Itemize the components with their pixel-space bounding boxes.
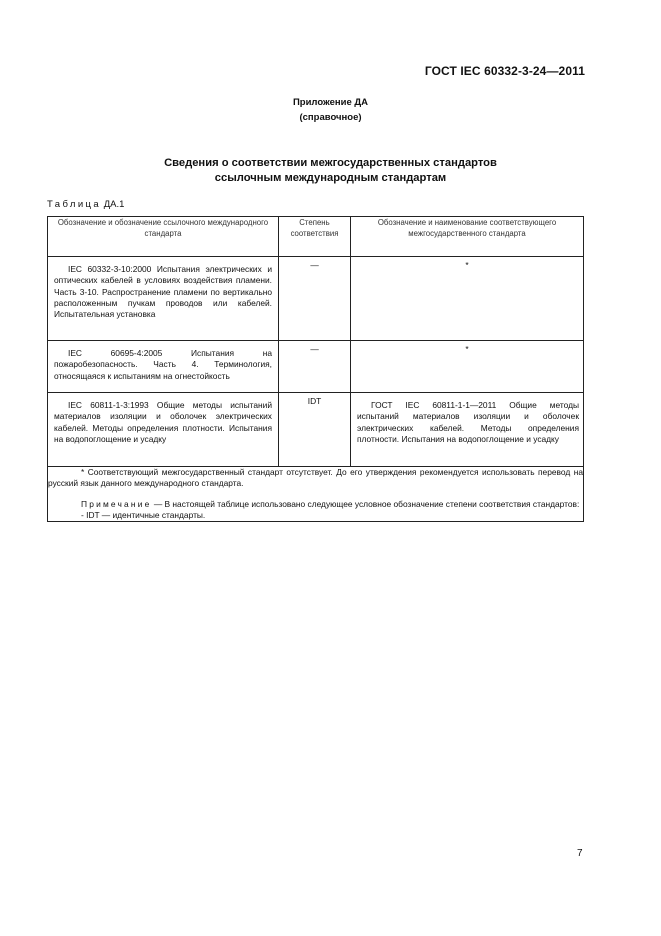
interstate-cell: * — [351, 257, 584, 341]
table-row — [48, 393, 584, 467]
interstate-cell: ГОСТ IEC 60811-1-1—2011 Общие методы испытаний материалов изоляции и оболочек электрических кабелей. Методы определения плотности. Испытания на водопоглощение и усадку — [351, 393, 584, 467]
page-number: 7 — [577, 848, 583, 859]
table-caption — [47, 199, 124, 210]
note-label: Примечание — [81, 498, 152, 509]
table-caption-word: Таблица — [47, 199, 102, 210]
appendix-heading — [0, 95, 661, 125]
reference-cell: IEC 60811-1-3:1993 Общие методы испытаний материалов изоляции и оболочек электрических кабелей. Методы определения плотности. Испытания на водопоглощение и усадку — [48, 393, 279, 467]
document-title — [0, 156, 661, 186]
reference-cell: IEC 60695-4:2005 Испытания на пожаробезопасность. Часть 4. Терминология, относящаяся к испытаниям на огнестойкость — [48, 341, 279, 393]
note-text: — В настоящей таблице использовано следующее условное обозначение степени соответствия стандартов: — [153, 498, 580, 509]
table-notes-cell — [48, 467, 584, 522]
document-title-line-1: Сведения о соответствии межгосударственных стандартов — [164, 157, 497, 169]
reference-cell: IEC 60332-3-10:2000 Испытания электрических и оптических кабелей в условиях воздействия пламени. Часть 3-10. Распространение пламени по вертикально расположенным пучкам проводов или кабелей. Испытательная установка — [48, 257, 279, 341]
correspondence-table — [47, 216, 584, 522]
table-header-row — [48, 217, 584, 257]
interstate-cell: * — [351, 341, 584, 393]
degree-cell: IDT — [279, 393, 351, 467]
header-cell-degree: Степень соответствия — [279, 217, 351, 257]
footnote: * Соответствующий межгосударственный стандарт отсутствует. До его утверждения рекомендуется использовать перевод на русский язык данного международного стандарта. — [48, 467, 583, 489]
degree-cell: — — [279, 257, 351, 341]
table-notes-row — [48, 467, 584, 522]
header-cell-interstate: Обозначение и наименование соответствующего межгосударственного стандарта — [351, 217, 584, 257]
degree-cell: — — [279, 341, 351, 393]
appendix-subtitle: (справочное) — [299, 112, 362, 123]
header-cell-reference: Обозначение и обозначение ссылочного международного стандарта — [48, 217, 279, 257]
table-row — [48, 257, 584, 341]
table-row — [48, 341, 584, 393]
appendix-title: Приложение ДА — [292, 97, 369, 108]
standard-code: ГОСТ IEC 60332-3-24—2011 — [424, 64, 585, 78]
note — [48, 499, 583, 510]
table-caption-number: ДА.1 — [103, 199, 125, 210]
document-title-line-2: ссылочным международным стандартам — [214, 172, 447, 184]
note-item: - IDT — идентичные стандарты. — [81, 509, 206, 520]
